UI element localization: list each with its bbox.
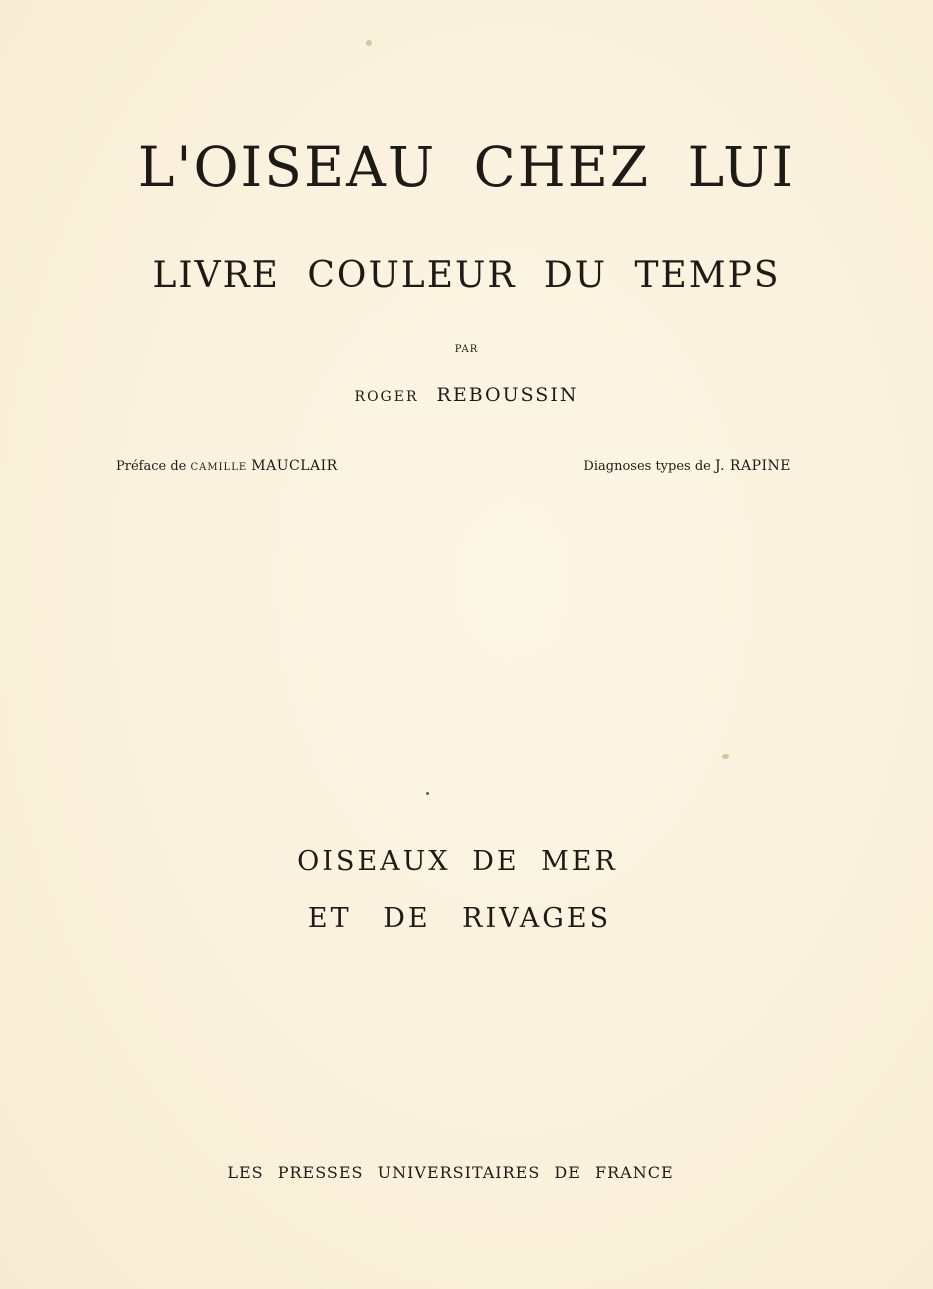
preface-first-name: CAMILLE	[190, 462, 248, 473]
ink-speck	[426, 792, 429, 795]
diagnoses-name: J. RAPINE	[715, 458, 791, 474]
section-title-line-2: ET DE RIVAGES	[307, 903, 612, 934]
preface-last-name: MAUCLAIR	[251, 458, 338, 474]
author-name	[0, 386, 933, 405]
author-last-name: REBOUSSIN	[436, 384, 579, 406]
preface-prefix: Préface de	[116, 459, 187, 474]
diagnoses-prefix: Diagnoses types de	[583, 459, 711, 474]
paper-stain	[722, 754, 729, 759]
paper-stain	[366, 40, 372, 46]
author-first-name: ROGER	[354, 389, 419, 405]
section-title-line-1: OISEAUX DE MER	[297, 846, 618, 877]
by-label: PAR	[454, 344, 479, 355]
diagnoses-credit	[583, 459, 791, 473]
book-subtitle: LIVRE COULEUR DU TEMPS	[152, 255, 781, 296]
publisher-name: LES PRESSES UNIVERSITAIRES DE FRANCE	[227, 1163, 674, 1182]
book-title: L'OISEAU CHEZ LUI	[137, 135, 796, 199]
preface-credit	[116, 459, 338, 473]
